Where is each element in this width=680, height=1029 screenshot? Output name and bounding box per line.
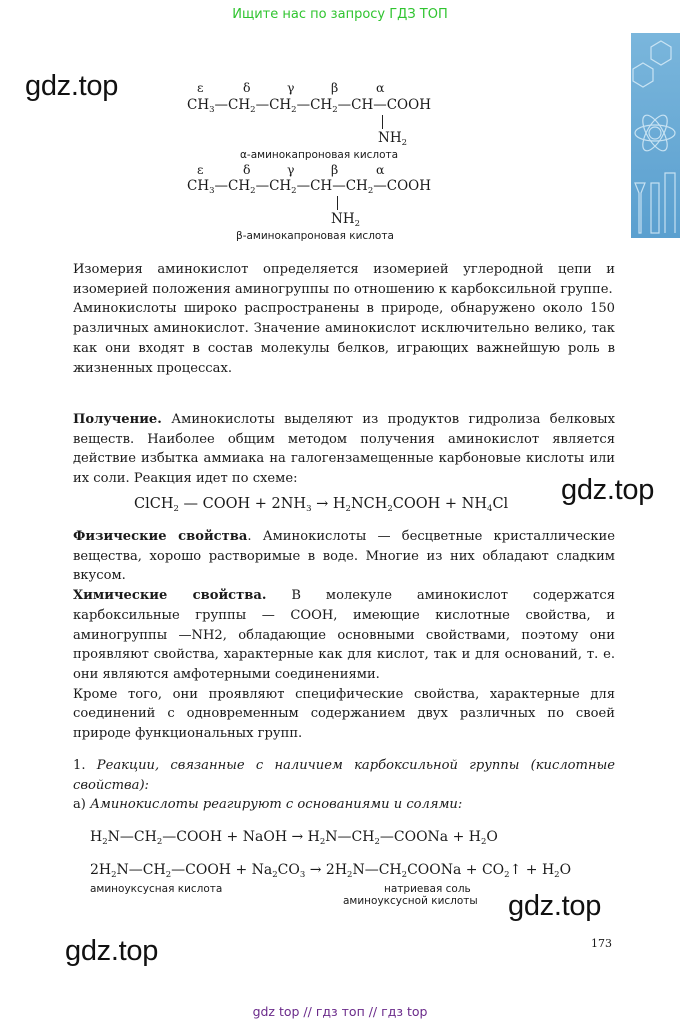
paragraph-text: Изомерия аминокислот определяется изомерией углеродной цепи и изомерией положения аминогруппы по отношению к карбоксильной группе. — [73, 262, 615, 297]
decorative-science-strip — [631, 33, 680, 238]
greek-label: γ — [287, 80, 295, 95]
footer-links[interactable]: gdz top // гдз топ // гдз top — [252, 1004, 428, 1019]
watermark: gdz.top — [561, 474, 655, 506]
page-number: 173 — [591, 937, 612, 950]
formula-caption: α-аминокапроновая кислота — [240, 149, 399, 161]
paragraph — [73, 410, 615, 489]
item-text: Реакции, связанные с наличием карбоксильной группы (кислотные свойства): — [73, 758, 615, 793]
greek-label: β — [331, 162, 339, 177]
item-number: 1. — [73, 758, 86, 773]
section-heading: Получение. — [73, 412, 162, 427]
greek-label: δ — [243, 80, 251, 95]
paragraph — [73, 260, 615, 299]
paragraph — [73, 527, 615, 586]
formula-chain: $CH_3—CH_2—CH_2—CH_2—CH—COOH$ — [187, 97, 431, 115]
paragraph-text: . Аминокислоты — бесцветные кристаллические вещества, хорошо растворимые в воде. Многие из них обладают сладким вкусом. — [73, 529, 615, 584]
watermark: gdz.top — [25, 70, 119, 102]
reaction-equation: $2H_2N—CH_2—COOH + Na_2CO_3$ → $2H_2N—CH_2COONa$ + $CO_2↑ + H_2O$ — [90, 862, 572, 880]
greek-label: γ — [287, 162, 295, 177]
watermark: gdz.top — [65, 935, 159, 967]
text-block-isomerism — [73, 260, 615, 378]
watermark: gdz.top — [508, 890, 602, 922]
text-block-properties — [73, 527, 615, 744]
reaction-caption: натриевая соль — [384, 883, 471, 895]
greek-label: α — [376, 80, 385, 95]
paragraph-text: В молекуле аминокислот содержатся карбоксильные группы — COOH, имеющие кислотные свойства, и аминогруппы —NH2, обладающие основными свойствами, поэтому они проявляют свойства, характерные как для кислот, так и для оснований, т. е. они являются амфотерными соединениями. — [73, 588, 615, 682]
greek-label: α — [376, 162, 385, 177]
paragraph-text: Аминокислоты выделяют из продуктов гидролиза белковых веществ. Наиболее общим методом получения аминокислот является действие избытка аммиака на галогензамещенные карбоновые кислоты или их соли. Реакция идет по схеме: — [73, 412, 615, 487]
section-heading: Физические свойства — [73, 529, 248, 544]
reaction-equation: ClCH$_2$ — COOH + $2NH_3$ → $H_2NCH_2COOH + NH_4Cl$ — [134, 496, 509, 514]
formula-caption: β-аминокапроновая кислота — [236, 230, 394, 242]
reaction-caption: аминоуксусной кислоты — [343, 895, 478, 907]
paragraph — [73, 685, 615, 744]
list-item — [73, 795, 615, 815]
text-block-reactions — [73, 756, 615, 815]
bond-line — [337, 196, 338, 210]
paragraph-text: Аминокислоты широко распространены в природе, обнаружено около 150 различных аминокислот. Значение аминокислот исключительно велико, так как они входят в состав молекулы белков, играющих важнейшую роль в жизненных процессах. — [73, 301, 615, 376]
list-item — [73, 756, 615, 795]
greek-label: β — [331, 80, 339, 95]
section-heading: Химические свойства. — [73, 588, 267, 604]
text-block-preparation — [73, 410, 615, 489]
reaction-caption: аминоуксусная кислота — [90, 883, 223, 895]
formula-chain: $CH_3—CH_2—CH_2—CH—CH_2—COOH$ — [187, 178, 431, 196]
reaction-equation: $H_2N—CH_2—COOH$ + NaOH → $H_2N—CH_2—COONa + H_2O$ — [90, 829, 498, 847]
paragraph — [73, 299, 615, 378]
greek-label: δ — [243, 162, 251, 177]
paragraph — [73, 586, 615, 685]
greek-label: ε — [197, 80, 204, 95]
greek-label: ε — [197, 162, 204, 177]
item-text: Аминокислоты реагируют с основаниями и солями: — [90, 797, 463, 813]
bond-line — [382, 115, 383, 129]
paragraph-text: Кроме того, они проявляют специфические свойства, характерные для соединений с одновременным содержанием двух различных по своей природе функциональных групп. — [73, 686, 615, 742]
amino-group: $NH_2$ — [378, 130, 408, 148]
amino-group: $NH_2$ — [331, 211, 361, 229]
top-banner: Ищите нас по запросу ГДЗ ТОП — [232, 7, 448, 22]
item-label: а) — [73, 797, 86, 813]
